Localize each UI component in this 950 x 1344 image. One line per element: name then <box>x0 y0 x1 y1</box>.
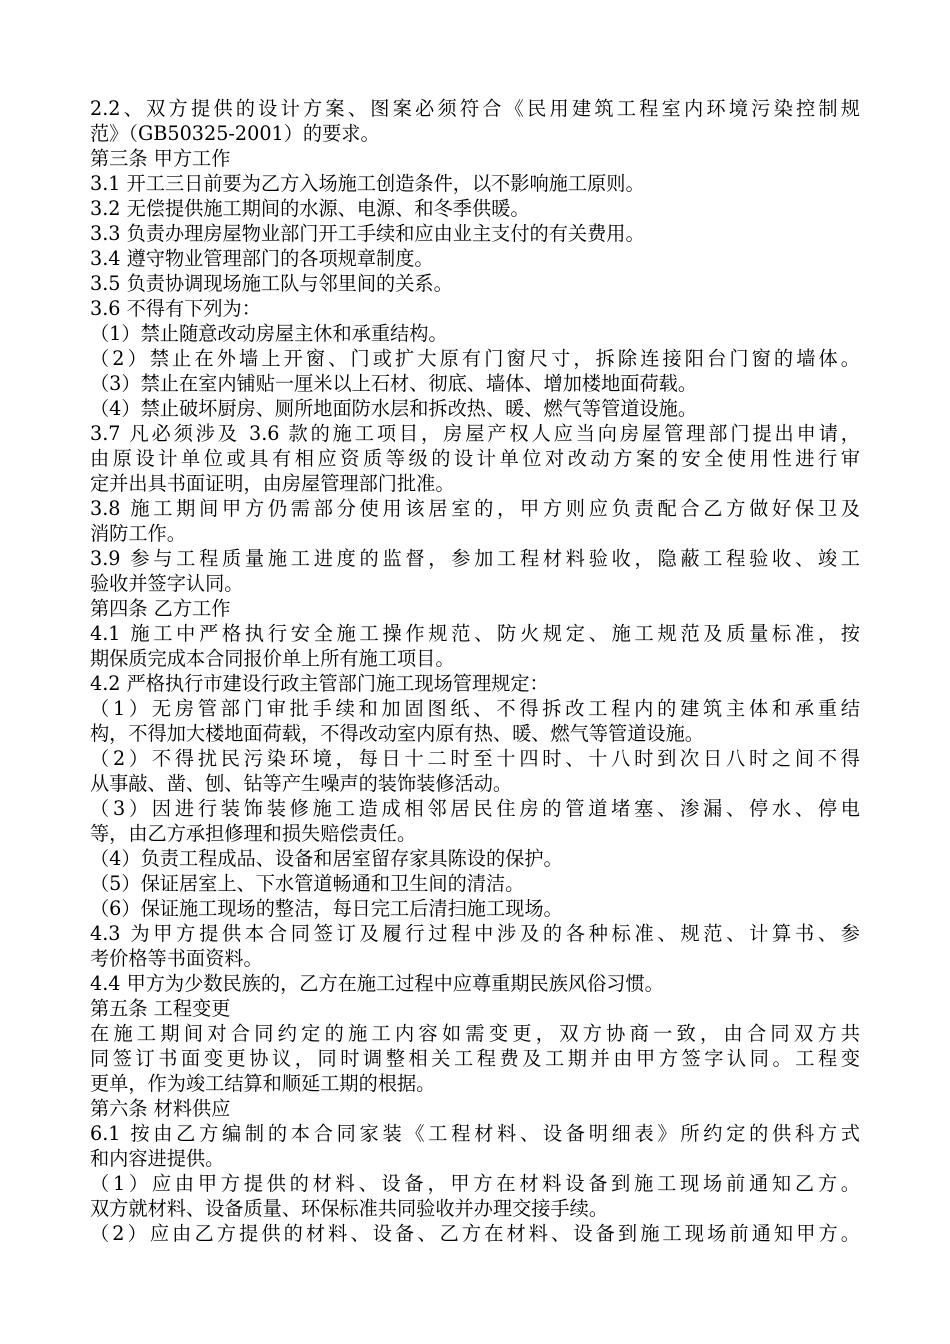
text-line: （3）禁止在室内铺贴一厘米以上石材、彻底、墙体、增加楼地面荷载。 <box>90 372 698 395</box>
text-line: 3.6 不得有下列为： <box>90 297 261 320</box>
text-line: 期保质完成本合同报价单上所有施工项目。 <box>90 647 455 670</box>
text-line: 6.1 按由乙方编制的本合同家装《工程材料、设备明细表》所约定的供科方式 <box>90 1122 860 1145</box>
text-line: 3.3 负责办理房屋物业部门开工手续和应由业主支付的有关费用。 <box>90 222 645 245</box>
text-line: （1）无房管部门审批手续和加固图纸、不得拆改工程内的建筑主体和承重结 <box>90 697 860 720</box>
text-line: （5）保证居室上、下水管道畅通和卫生间的清洁。 <box>90 872 525 895</box>
text-line: （3）因进行装饰装修施工造成相邻居民住房的管道堵塞、渗漏、停水、停电 <box>90 797 860 820</box>
text-line: （1）应由甲方提供的材料、设备，甲方在材料设备到施工现场前通知乙方。 <box>90 1172 860 1195</box>
document-body <box>90 96 860 1246</box>
text-line: 3.5 负责协调现场施工队与邻里间的关系。 <box>90 272 453 295</box>
text-line: （4）负责工程成品、设备和居室留存家具陈设的保护。 <box>90 847 563 870</box>
text-line: 双方就材料、设备质量、环保标准共同验收并办理交接手续。 <box>90 1197 609 1220</box>
text-line: 3.8 施工期间甲方仍需部分使用该居室的，甲方则应负责配合乙方做好保卫及 <box>90 497 860 520</box>
text-line: 和内容进提供。 <box>90 1147 225 1170</box>
text-line: 等，由乙方承担修理和损失赔偿责任。 <box>90 822 417 845</box>
text-line: 3.9 参与工程质量施工进度的监督，参加工程材料验收，隐蔽工程验收、竣工 <box>90 547 860 570</box>
text-line: 4.1 施工中严格执行安全施工操作规范、防火规定、施工规范及质量标准，按 <box>90 622 860 645</box>
text-line: 由原设计单位或具有相应资质等级的设计单位对改动方案的安全使用性进行审 <box>90 447 860 470</box>
text-line: 构，不得加大楼地面荷载，不得改动室内原有热、暖、燃气等管道设施。 <box>90 722 704 745</box>
text-line: （1）禁止随意改动房屋主休和承重结构。 <box>90 322 448 345</box>
text-line: 3.7 凡必须涉及 3.6 款的施工项目，房屋产权人应当向房屋管理部门提出申请， <box>90 422 860 445</box>
text-line: （2）禁止在外墙上开窗、门或扩大原有门窗尺寸，拆除连接阳台门窗的墙体。 <box>90 347 860 370</box>
text-line: 验收并签字认同。 <box>90 572 244 595</box>
text-line: （4）禁止破坏厨房、厕所地面防水层和拆改热、暖、燃气等管道设施。 <box>90 397 698 420</box>
text-line: 3.2 无偿提供施工期间的水源、电源、和冬季供暖。 <box>90 197 530 220</box>
text-line: 第四条 乙方工作 <box>90 597 231 620</box>
text-line: 4.3 为甲方提供本合同签订及履行过程中涉及的各种标准、规范、计算书、参 <box>90 922 860 945</box>
text-line: 4.4 甲方为少数民族的，乙方在施工过程中应尊重期民族风俗习惯。 <box>90 972 664 995</box>
text-line: 更单，作为竣工结算和顺延工期的根据。 <box>90 1072 436 1095</box>
text-line: 范》（GB50325-2001）的要求。 <box>90 122 380 145</box>
text-line: 第三条 甲方工作 <box>90 147 231 170</box>
text-line: 同签订书面变更协议，同时调整相关工程费及工期并由甲方签字认同。工程变 <box>90 1047 860 1070</box>
text-line: 3.4 遵守物业管理部门的各项规章制度。 <box>90 247 434 270</box>
text-line: 在施工期间对合同约定的施工内容如需变更，双方协商一致，由合同双方共 <box>90 1022 860 1045</box>
text-line: 从事敲、凿、刨、钻等产生噪声的装饰装修活动。 <box>90 772 513 795</box>
text-line: 2.2、双方提供的设计方案、图案必须符合《民用建筑工程室内环境污染控制规 <box>90 97 860 120</box>
text-line: （2）不得扰民污染环境，每日十二时至十四时、十八时到次日八时之间不得 <box>90 747 860 770</box>
text-line: 消防工作。 <box>90 522 186 545</box>
text-line: （2）应由乙方提供的材料、设备、乙方在材料、设备到施工现场前通知甲方。 <box>90 1222 860 1245</box>
text-line: （6）保证施工现场的整洁，每日完工后清扫施工现场。 <box>90 897 563 920</box>
text-line: 定并出具书面证明，由房屋管理部门批准。 <box>90 472 455 495</box>
text-line: 3.1 开工三日前要为乙方入场施工创造条件，以不影响施工原则。 <box>90 172 645 195</box>
text-line: 第六条 材料供应 <box>90 1097 231 1120</box>
text-line: 考价格等书面资料。 <box>90 947 263 970</box>
text-line: 第五条 工程变更 <box>90 997 231 1020</box>
text-line: 4.2 严格执行市建设行政主管部门施工现场管理规定： <box>90 672 549 695</box>
